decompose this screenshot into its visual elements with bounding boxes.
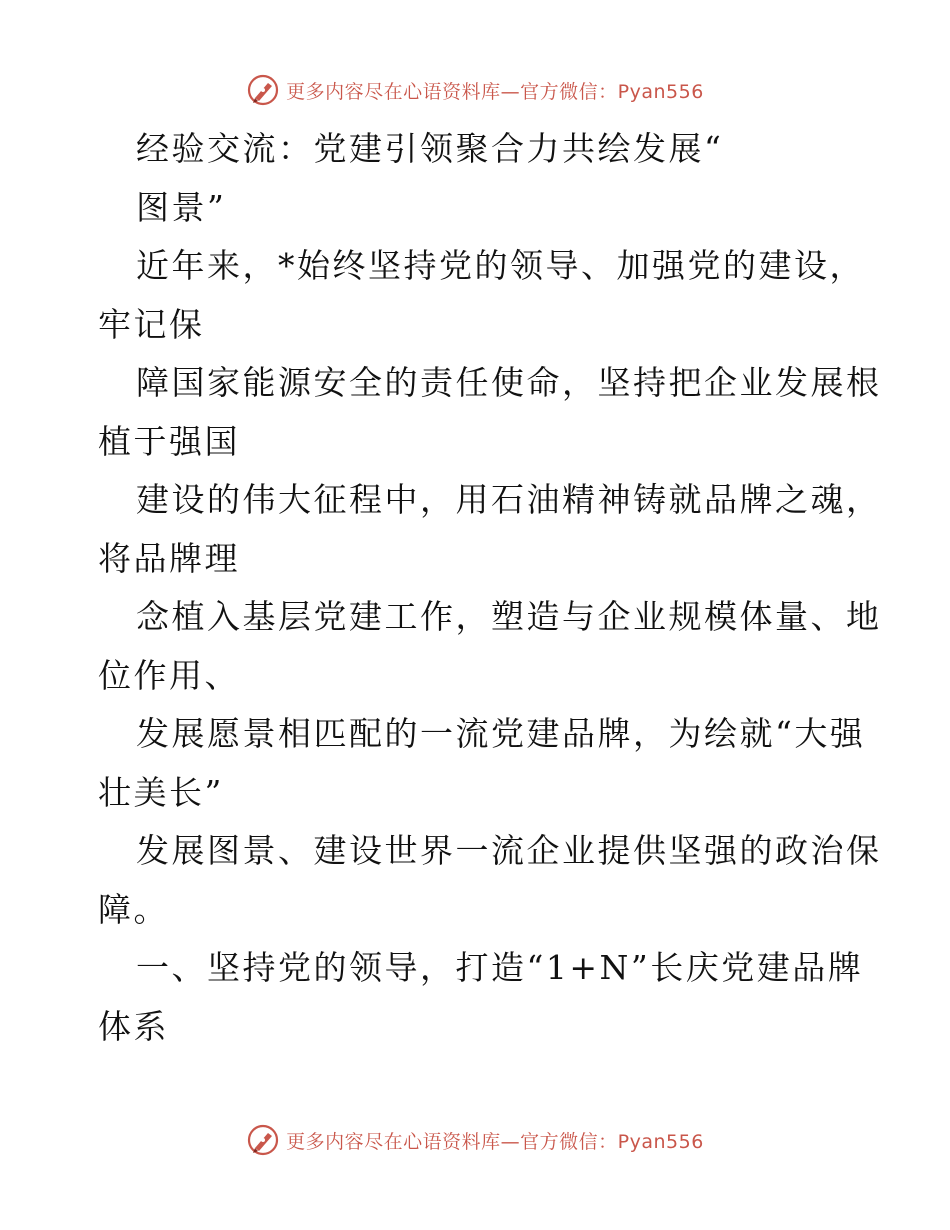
text-line: 一、坚持党的领导，打造“1+N”长庆党建品牌 (136, 948, 864, 987)
text-line: 障国家能源安全的责任使命，坚持把企业发展根 (136, 363, 882, 402)
text-line: 位作用、 (98, 655, 240, 695)
text-line: 发展图景、建设世界一流企业提供坚强的政治保 (136, 831, 882, 870)
header-banner-text: 更多内容尽在心语资料库—官方微信：Pyan556 (286, 80, 704, 103)
text-line: 图景” (136, 187, 227, 227)
text-line: 将品牌理 (98, 538, 240, 578)
text-line: 发展愿景相匹配的一流党建品牌，为绘就“大强 (136, 714, 866, 753)
text-line: 壮美长” (98, 772, 224, 812)
text-line: 念植入基层党建工作，塑造与企业规模体量、地 (136, 597, 882, 636)
text-line: 建设的伟大征程中，用石油精神铸就品牌之魂， (136, 480, 882, 519)
text-line: 体系 (98, 1006, 169, 1046)
pen-logo-icon (246, 73, 280, 107)
document-body (98, 120, 882, 1056)
text-line: 经验交流：党建引领聚合力共绘发展“ (136, 129, 724, 168)
text-line: 障。 (98, 889, 169, 929)
text-line: 近年来，*始终坚持党的领导、加强党的建设， (136, 246, 865, 285)
pen-logo-icon (246, 1123, 280, 1157)
text-line: 植于强国 (98, 421, 240, 461)
header-banner (0, 70, 950, 110)
footer-banner-text: 更多内容尽在心语资料库—官方微信：Pyan556 (286, 1130, 704, 1153)
footer-banner (0, 1120, 950, 1160)
text-line: 牢记保 (98, 304, 205, 344)
